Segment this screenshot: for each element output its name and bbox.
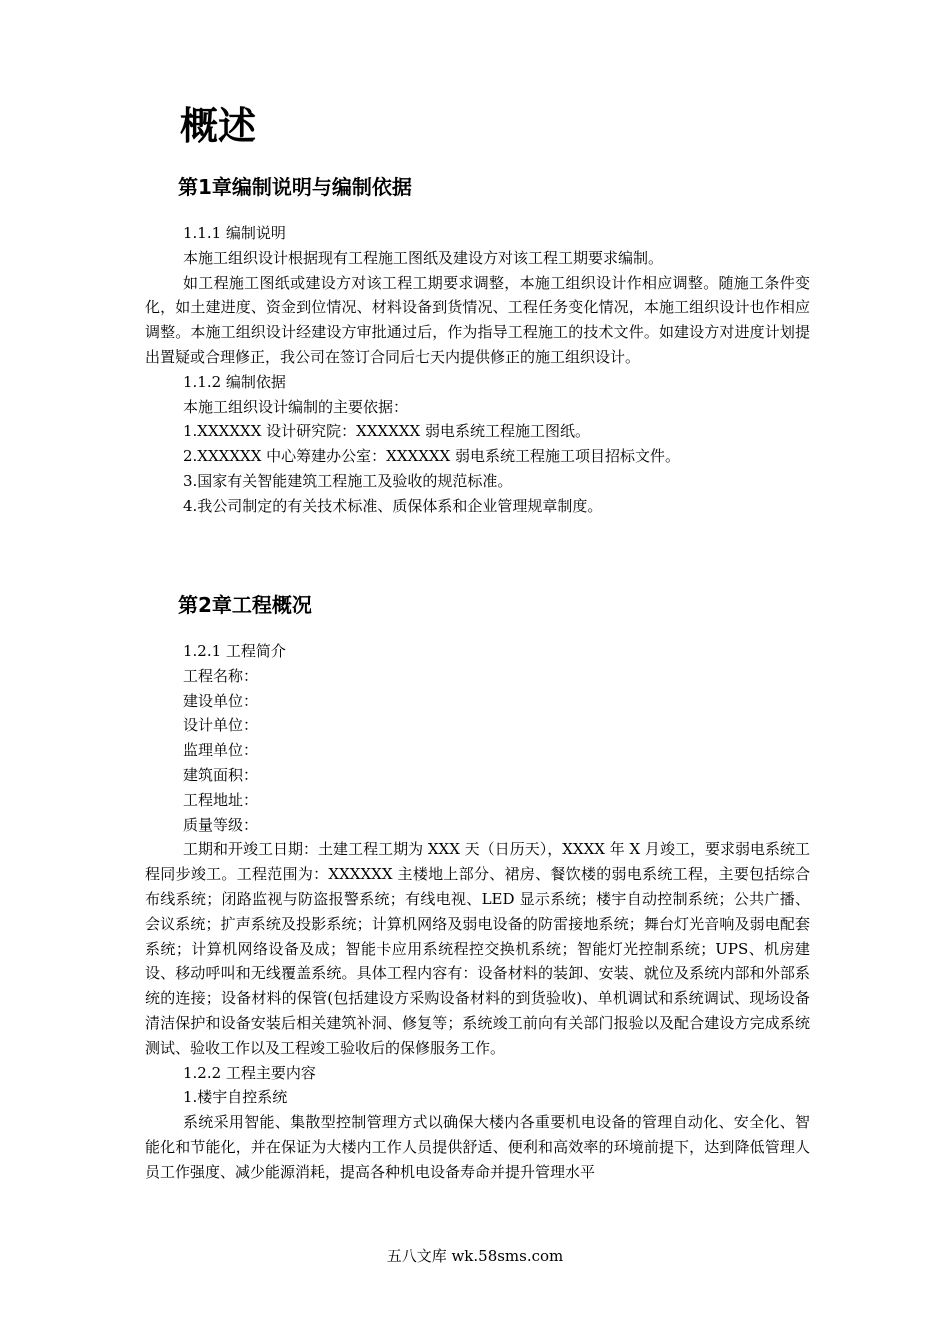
paragraph: 工期和开竣工日期：土建工程工期为 XXX 天（日历天），XXXX 年 X 月竣工，要求弱电系统工程同步竣工。工程范围为：XXXXXX 主楼地上部分、裙房、餐饮楼的弱电系统工程，主要包括综合布线系统；闭路监视与防盗报警系统；有线电视、LED 显示系统；楼宇自动控制系统；公共广播、会议系统；扩声系统及投影系统；计算机网络及弱电设备的防雷接地系统；舞台灯光音响及弱电配套系统；计算机网络设备及成；智能卡应用系统程控交换机系统；智能灯光控制系统；UPS、机房建设、移动呼叫和无线覆盖系统。具体工程内容有：设备材料的装卸、安装、就位及系统内部和外部系统的连接；设备材料的保管(包括建设方采购设备材料的到货验收)、单机调试和系统调试、现场设备清洁保护和设备安装后相关建筑补洞、修复等；系统竣工前向有关部门报验以及配合建设方完成系统测试、验收工作以及工程竣工验收后的保修服务工作。	[145, 840, 810, 1057]
field-label: 建设单位：	[183, 691, 259, 710]
field-label: 工程名称：	[183, 666, 259, 685]
list-item: 3.国家有关智能建筑工程施工及验收的规范标准。	[183, 471, 513, 490]
list-item: 1.XXXXXX 设计研究院：XXXXXX 弱电系统工程施工图纸。	[183, 422, 590, 441]
paragraph: 本施工组织设计编制的主要依据：	[183, 397, 409, 416]
page-title: 概述	[180, 104, 257, 148]
chapter-1-heading: 第1章编制说明与编制依据	[178, 175, 412, 199]
chapter-2-heading: 第2章工程概况	[178, 593, 312, 617]
field-label: 质量等级：	[183, 815, 259, 834]
list-item: 2.XXXXXX 中心筹建办公室：XXXXXX 弱电系统工程施工项目招标文件。	[183, 447, 680, 466]
paragraph: 本施工组织设计根据现有工程施工图纸及建设方对该工程工期要求编制。	[183, 248, 664, 267]
list-item: 4.我公司制定的有关技术标准、质保体系和企业管理规章制度。	[183, 496, 603, 515]
section-1-1-1-heading: 1.1.1 编制说明	[183, 224, 286, 242]
field-label: 监理单位：	[183, 741, 259, 760]
field-label: 设计单位：	[183, 716, 259, 735]
field-label: 建筑面积：	[183, 765, 259, 784]
section-1-1-2-heading: 1.1.2 编制依据	[183, 372, 286, 391]
chapter-2-body	[145, 639, 810, 1185]
page-footer: 五八文库 wk.58sms.com	[386, 1247, 564, 1265]
paragraph: 系统采用智能、集散型控制管理方式以确保大楼内各重要机电设备的管理自动化、安全化、智能化和节能化，并在保证为大楼内工作人员提供舒适、便利和高效率的环境前提下，达到降低管理人员工作强度、减少能源消耗，提高各种机电设备寿命并提升管理水平	[145, 1113, 810, 1181]
subsection-heading: 1.楼宇自控系统	[183, 1088, 288, 1107]
chapter-1-body	[145, 221, 810, 519]
field-label: 工程地址：	[183, 790, 259, 809]
section-1-2-1-heading: 1.2.1 工程简介	[183, 642, 286, 660]
section-1-2-2-heading: 1.2.2 工程主要内容	[183, 1063, 316, 1082]
paragraph: 如工程施工图纸或建设方对该工程工期要求调整，本施工组织设计作相应调整。随施工条件变化，如土建进度、资金到位情况、材料设备到货情况、工程任务变化情况，本施工组织设计也作相应调整。本施工组织设计经建设方审批通过后，作为指导工程施工的技术文件。如建设方对进度计划提出置疑或合理修正，我公司在签订合同后七天内提供修正的施工组织设计。	[145, 273, 810, 366]
